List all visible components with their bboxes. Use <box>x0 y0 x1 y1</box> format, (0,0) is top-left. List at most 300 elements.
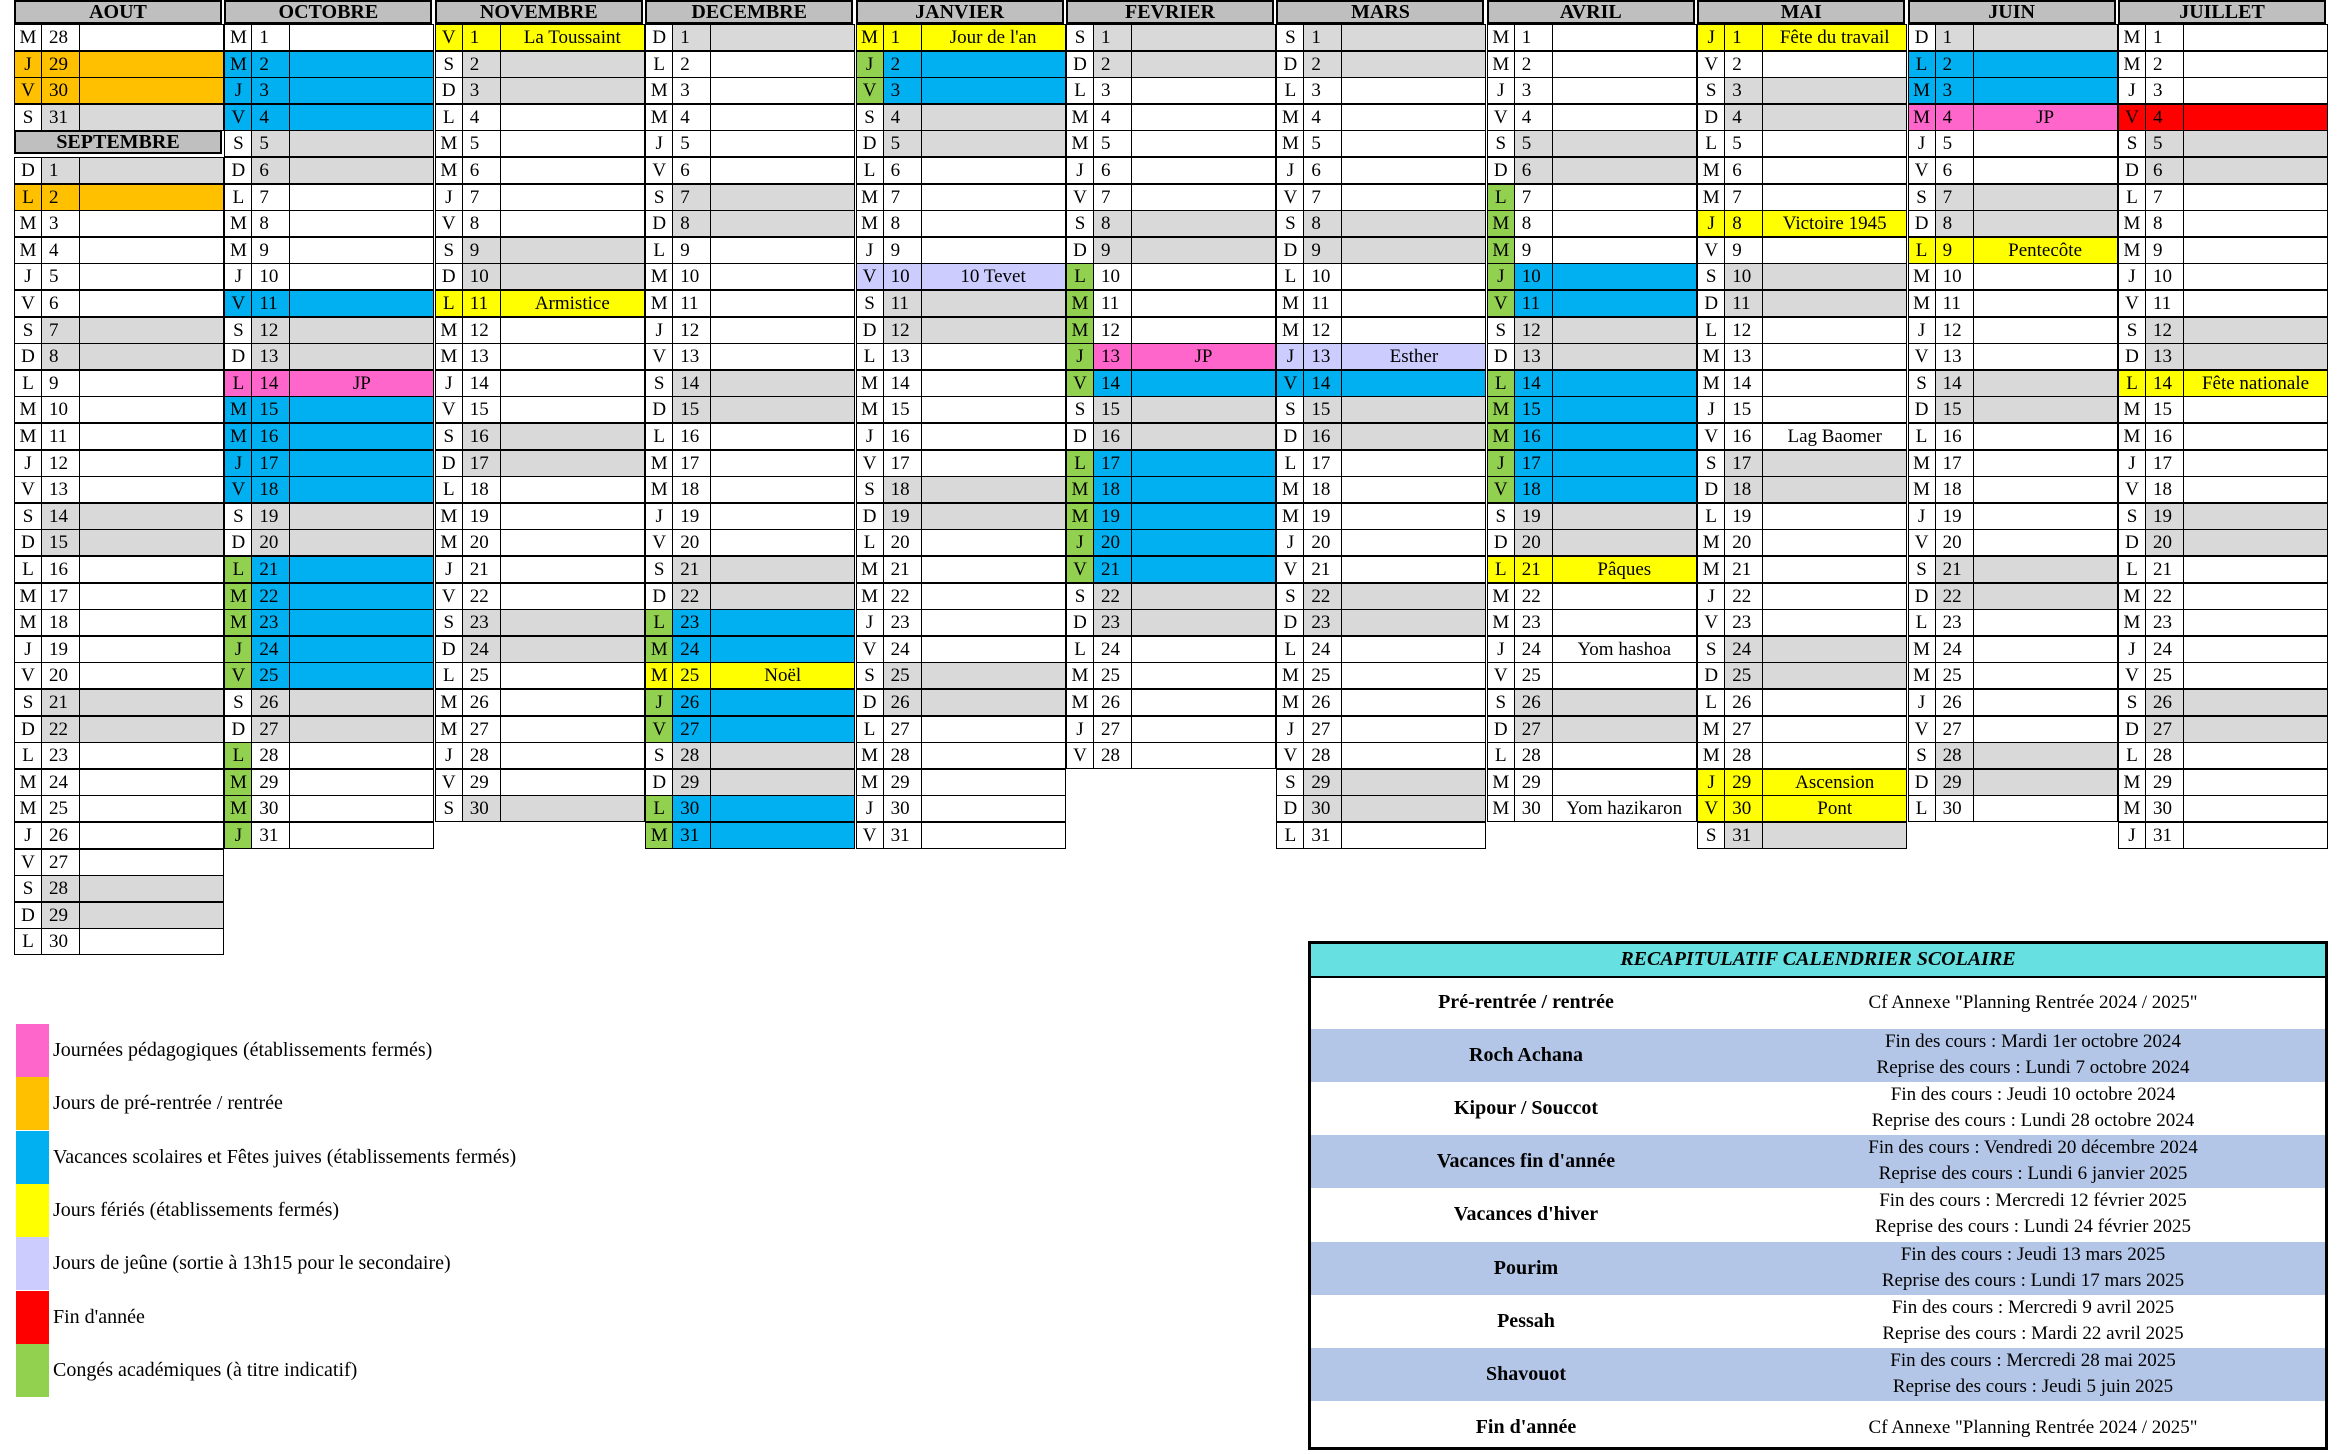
day-event <box>922 344 1065 369</box>
day-event <box>1974 477 2117 502</box>
weekday-letter: L <box>1488 743 1515 768</box>
day-row <box>14 822 224 849</box>
day-number: 6 <box>252 158 290 183</box>
day-row <box>1276 636 1486 663</box>
weekday-letter: V <box>857 78 884 103</box>
day-event <box>290 584 433 609</box>
weekday-letter: D <box>1909 584 1936 609</box>
day-row <box>1487 769 1697 796</box>
day-row <box>1908 104 2118 131</box>
day-number: 22 <box>2146 584 2184 609</box>
day-number: 5 <box>1094 131 1132 156</box>
weekday-letter: L <box>1698 131 1725 156</box>
day-row <box>1908 450 2118 477</box>
legend-label: Jours de jeûne (sortie à 13h15 pour le secondaire) <box>53 1252 451 1275</box>
day-event <box>80 211 223 236</box>
weekday-letter: D <box>2119 717 2146 742</box>
day-row <box>1487 476 1697 503</box>
day-number: 15 <box>463 397 501 422</box>
weekday-letter: V <box>1067 185 1094 210</box>
day-row <box>2118 609 2328 636</box>
day-number: 8 <box>2146 211 2184 236</box>
day-row <box>1276 51 1486 78</box>
weekday-letter: V <box>15 850 42 875</box>
day-event <box>501 690 644 715</box>
weekday-letter: J <box>225 823 252 848</box>
day-event <box>80 504 223 529</box>
weekday-letter: L <box>1067 264 1094 289</box>
day-row <box>1908 210 2118 237</box>
day-event <box>1553 291 1696 316</box>
weekday-letter: S <box>646 557 673 582</box>
day-row <box>1066 662 1276 689</box>
day-event <box>2184 158 2327 183</box>
day-row <box>14 343 224 370</box>
weekday-letter: J <box>646 504 673 529</box>
day-row <box>2118 396 2328 423</box>
day-row <box>1066 716 1276 743</box>
day-number: 24 <box>1725 637 1763 662</box>
weekday-letter: S <box>1277 25 1304 50</box>
day-event <box>1974 131 2117 156</box>
weekday-letter: V <box>15 78 42 103</box>
weekday-letter: L <box>857 344 884 369</box>
day-event <box>2184 318 2327 343</box>
day-event <box>922 371 1065 396</box>
legend-label: Jours fériés (établissements fermés) <box>53 1198 340 1221</box>
weekday-letter: S <box>225 504 252 529</box>
day-number: 19 <box>2146 504 2184 529</box>
day-event <box>922 690 1065 715</box>
day-event <box>290 823 433 848</box>
day-event <box>290 504 433 529</box>
day-number: 10 <box>252 264 290 289</box>
weekday-letter: M <box>646 78 673 103</box>
day-row <box>435 24 645 51</box>
day-event <box>711 78 854 103</box>
weekday-letter: D <box>646 770 673 795</box>
weekday-letter: M <box>1067 690 1094 715</box>
weekday-letter: M <box>1277 131 1304 156</box>
day-number: 29 <box>884 770 922 795</box>
day-number: 11 <box>1936 291 1974 316</box>
day-row <box>2118 476 2328 503</box>
day-event <box>711 424 854 449</box>
day-event <box>1553 530 1696 555</box>
weekday-letter: S <box>1277 211 1304 236</box>
weekday-letter: J <box>436 743 463 768</box>
day-number: 8 <box>1094 211 1132 236</box>
weekday-letter: D <box>15 903 42 928</box>
day-number: 13 <box>2146 344 2184 369</box>
weekday-letter: L <box>1067 637 1094 662</box>
day-event <box>2184 557 2327 582</box>
weekday-letter: D <box>857 318 884 343</box>
day-row <box>1276 609 1486 636</box>
day-row <box>1066 556 1276 583</box>
weekday-letter: J <box>2119 264 2146 289</box>
day-row <box>2118 290 2328 317</box>
day-row <box>645 503 855 530</box>
day-event <box>80 25 223 50</box>
day-row <box>1908 609 2118 636</box>
weekday-letter: V <box>1488 105 1515 130</box>
day-number: 16 <box>1725 424 1763 449</box>
day-number: 2 <box>252 52 290 77</box>
weekday-letter: V <box>436 770 463 795</box>
weekday-letter: M <box>1909 637 1936 662</box>
day-event <box>80 637 223 662</box>
recap-dates <box>1741 1295 2325 1348</box>
weekday-letter: V <box>436 25 463 50</box>
day-event: Yom hazikaron <box>1566 798 1683 820</box>
day-row <box>1908 51 2118 78</box>
day-number: 9 <box>252 238 290 263</box>
weekday-letter: S <box>1909 557 1936 582</box>
weekday-letter: D <box>1909 25 1936 50</box>
day-event <box>290 25 433 50</box>
day-event <box>2184 25 2327 50</box>
day-row <box>856 742 1066 769</box>
day-number: 19 <box>1725 504 1763 529</box>
day-row <box>645 24 855 51</box>
day-number: 25 <box>42 796 80 821</box>
day-event <box>922 291 1065 316</box>
month-header: FEVRIER <box>1066 0 1274 24</box>
day-row <box>2118 662 2328 689</box>
day-number: 27 <box>1304 717 1342 742</box>
day-event <box>1553 105 1696 130</box>
day-event <box>1763 105 1906 130</box>
weekday-letter: L <box>1488 371 1515 396</box>
day-event <box>1763 131 1906 156</box>
legend-label: Vacances scolaires et Fêtes juives (établissements fermés) <box>53 1145 517 1168</box>
day-number: 23 <box>252 610 290 635</box>
day-number: 8 <box>1725 211 1763 236</box>
day-event <box>711 131 854 156</box>
day-event <box>501 52 644 77</box>
day-row <box>224 662 434 689</box>
day-event <box>711 610 854 635</box>
day-number: 26 <box>2146 690 2184 715</box>
weekday-letter: M <box>857 770 884 795</box>
weekday-letter: M <box>646 663 673 688</box>
day-number: 25 <box>463 663 501 688</box>
day-event <box>711 823 854 848</box>
weekday-letter: J <box>1067 158 1094 183</box>
weekday-letter: M <box>2119 610 2146 635</box>
weekday-letter: L <box>646 610 673 635</box>
weekday-letter: M <box>2119 52 2146 77</box>
day-number: 1 <box>1515 25 1553 50</box>
day-number: 17 <box>1094 451 1132 476</box>
day-row <box>1066 130 1276 157</box>
day-number: 20 <box>252 530 290 555</box>
day-number: 30 <box>1725 796 1763 821</box>
day-row <box>1066 609 1276 636</box>
weekday-letter: J <box>1067 530 1094 555</box>
day-row <box>1697 742 1907 769</box>
day-event <box>1553 451 1696 476</box>
weekday-letter: S <box>1277 770 1304 795</box>
day-number: 6 <box>42 291 80 316</box>
day-row <box>1697 184 1907 211</box>
weekday-letter: M <box>1488 584 1515 609</box>
day-event <box>1763 743 1906 768</box>
day-row <box>1697 503 1907 530</box>
day-event <box>922 131 1065 156</box>
day-row <box>2118 450 2328 477</box>
day-number: 21 <box>1094 557 1132 582</box>
weekday-letter: S <box>1067 584 1094 609</box>
weekday-letter: J <box>1277 530 1304 555</box>
day-row <box>2118 263 2328 290</box>
weekday-letter: D <box>1909 397 1936 422</box>
day-event <box>1974 451 2117 476</box>
day-event <box>1553 424 1696 449</box>
day-row <box>224 51 434 78</box>
day-number: 19 <box>1936 504 1974 529</box>
recap-dates <box>1741 1029 2325 1082</box>
day-row <box>645 51 855 78</box>
day-event <box>1553 584 1696 609</box>
day-event <box>80 690 223 715</box>
day-number: 5 <box>1304 131 1342 156</box>
day-number: 16 <box>1515 424 1553 449</box>
recap-date-line: Reprise des cours : Mardi 22 avril 2025 <box>1882 1322 2184 1344</box>
day-event <box>1763 185 1906 210</box>
day-number: 12 <box>1304 318 1342 343</box>
weekday-letter: V <box>857 264 884 289</box>
day-row <box>1697 556 1907 583</box>
day-event <box>1132 238 1275 263</box>
day-event <box>1974 264 2117 289</box>
day-event <box>1763 530 1906 555</box>
day-number: 17 <box>1515 451 1553 476</box>
day-number: 3 <box>673 78 711 103</box>
day-number: 2 <box>1515 52 1553 77</box>
day-row <box>435 130 645 157</box>
recap-period: Shavouot <box>1485 1362 1567 1385</box>
weekday-letter: J <box>1488 78 1515 103</box>
day-event <box>1132 477 1275 502</box>
day-number: 15 <box>884 397 922 422</box>
day-number: 3 <box>2146 78 2184 103</box>
weekday-letter: V <box>646 158 673 183</box>
day-event <box>922 557 1065 582</box>
day-row <box>435 317 645 344</box>
day-number: 28 <box>1094 743 1132 768</box>
day-row <box>856 184 1066 211</box>
weekday-letter: J <box>225 451 252 476</box>
day-row <box>1697 423 1907 450</box>
day-number: 9 <box>1515 238 1553 263</box>
day-number: 1 <box>1094 25 1132 50</box>
day-row <box>1066 450 1276 477</box>
weekday-letter: M <box>15 770 42 795</box>
day-row <box>645 77 855 104</box>
weekday-letter: M <box>225 770 252 795</box>
recap-period: Pourim <box>1493 1256 1559 1279</box>
day-number: 5 <box>252 131 290 156</box>
day-event <box>1342 743 1485 768</box>
day-event <box>922 451 1065 476</box>
day-number: 27 <box>42 850 80 875</box>
day-event: Fête du travail <box>1763 25 1906 50</box>
weekday-letter: L <box>436 105 463 130</box>
day-event <box>1553 690 1696 715</box>
day-number: 7 <box>884 185 922 210</box>
weekday-letter: J <box>857 796 884 821</box>
day-row <box>224 210 434 237</box>
day-row <box>14 689 224 716</box>
day-event <box>1132 371 1275 396</box>
day-row <box>1697 263 1907 290</box>
recap-date-line: Reprise des cours : Lundi 24 février 2025 <box>1874 1216 2192 1238</box>
day-row <box>2118 237 2328 264</box>
weekday-letter: D <box>15 158 42 183</box>
day-event <box>1553 663 1696 688</box>
day-row <box>14 609 224 636</box>
day-row <box>645 822 855 849</box>
weekday-letter: L <box>436 663 463 688</box>
day-row <box>224 689 434 716</box>
day-row <box>14 263 224 290</box>
day-event <box>1342 663 1485 688</box>
weekday-letter: M <box>15 610 42 635</box>
day-event <box>1132 743 1275 768</box>
day-number: 18 <box>1515 477 1553 502</box>
day-number: 8 <box>673 211 711 236</box>
weekday-letter: M <box>15 796 42 821</box>
day-row <box>224 237 434 264</box>
day-number: 16 <box>673 424 711 449</box>
day-event <box>501 158 644 183</box>
day-row <box>1487 24 1697 51</box>
day-row <box>2118 716 2328 743</box>
day-number: 24 <box>2146 637 2184 662</box>
weekday-letter: S <box>2119 690 2146 715</box>
day-row <box>224 822 434 849</box>
day-event <box>290 78 433 103</box>
weekday-letter: L <box>2119 371 2146 396</box>
day-event <box>922 663 1065 688</box>
day-row <box>645 370 855 397</box>
recap-period: Vacances fin d'année <box>1436 1150 1616 1173</box>
day-row <box>14 51 224 78</box>
weekday-letter: J <box>15 823 42 848</box>
day-row <box>1066 423 1276 450</box>
day-event <box>1132 424 1275 449</box>
day-event <box>711 105 854 130</box>
day-row <box>1908 769 2118 796</box>
day-number: 17 <box>252 451 290 476</box>
day-event <box>2184 504 2327 529</box>
weekday-letter: V <box>225 291 252 316</box>
day-row <box>645 157 855 184</box>
day-row <box>1908 184 2118 211</box>
day-event: Victoire 1945 <box>1763 211 1906 236</box>
day-number: 30 <box>252 796 290 821</box>
day-number: 14 <box>1304 371 1342 396</box>
recap-date-line: Cf Annexe "Planning Rentrée 2024 / 2025" <box>1868 992 2198 1013</box>
weekday-letter: M <box>225 796 252 821</box>
day-number: 2 <box>1725 52 1763 77</box>
day-number: 18 <box>42 610 80 635</box>
day-event <box>290 477 433 502</box>
month-header: NOVEMBRE <box>435 0 643 24</box>
day-row <box>645 210 855 237</box>
day-row <box>1066 370 1276 397</box>
day-event <box>80 52 223 77</box>
weekday-letter: J <box>646 318 673 343</box>
day-number: 4 <box>1515 105 1553 130</box>
weekday-letter: S <box>2119 131 2146 156</box>
day-row <box>1908 263 2118 290</box>
day-event <box>2184 78 2327 103</box>
day-event <box>2184 690 2327 715</box>
month-header: AVRIL <box>1487 0 1695 24</box>
day-number: 24 <box>1094 637 1132 662</box>
day-event <box>1342 371 1485 396</box>
day-number: 9 <box>884 238 922 263</box>
day-row <box>2118 556 2328 583</box>
day-event <box>711 185 854 210</box>
day-row <box>1697 130 1907 157</box>
day-event <box>711 344 854 369</box>
day-row <box>1487 689 1697 716</box>
day-row <box>224 24 434 51</box>
day-number: 19 <box>1094 504 1132 529</box>
day-row <box>1066 237 1276 264</box>
day-number: 13 <box>884 344 922 369</box>
day-event <box>711 770 854 795</box>
day-event <box>1763 823 1906 848</box>
day-event <box>290 770 433 795</box>
weekday-letter: D <box>857 504 884 529</box>
day-event <box>2184 238 2327 263</box>
day-event: Pont <box>1763 796 1906 821</box>
day-row <box>645 237 855 264</box>
weekday-letter: J <box>1698 397 1725 422</box>
day-event <box>1132 557 1275 582</box>
day-number: 26 <box>1515 690 1553 715</box>
day-number: 30 <box>42 929 80 954</box>
day-event <box>80 78 223 103</box>
day-row <box>1908 237 2118 264</box>
day-event <box>1132 291 1275 316</box>
day-row <box>1487 210 1697 237</box>
day-number: 28 <box>1515 743 1553 768</box>
day-event <box>922 610 1065 635</box>
day-row <box>1276 769 1486 796</box>
day-event <box>80 318 223 343</box>
day-number: 5 <box>2146 131 2184 156</box>
day-number: 25 <box>1304 663 1342 688</box>
day-row <box>1908 556 2118 583</box>
weekday-letter: M <box>1067 477 1094 502</box>
day-number: 18 <box>673 477 711 502</box>
day-row <box>224 77 434 104</box>
day-event <box>80 717 223 742</box>
day-row <box>1487 370 1697 397</box>
day-event <box>1974 371 2117 396</box>
day-number: 7 <box>1094 185 1132 210</box>
weekday-letter: V <box>1909 344 1936 369</box>
weekday-letter: S <box>1698 451 1725 476</box>
day-event: Ascension <box>1763 770 1906 795</box>
day-row <box>645 795 855 822</box>
